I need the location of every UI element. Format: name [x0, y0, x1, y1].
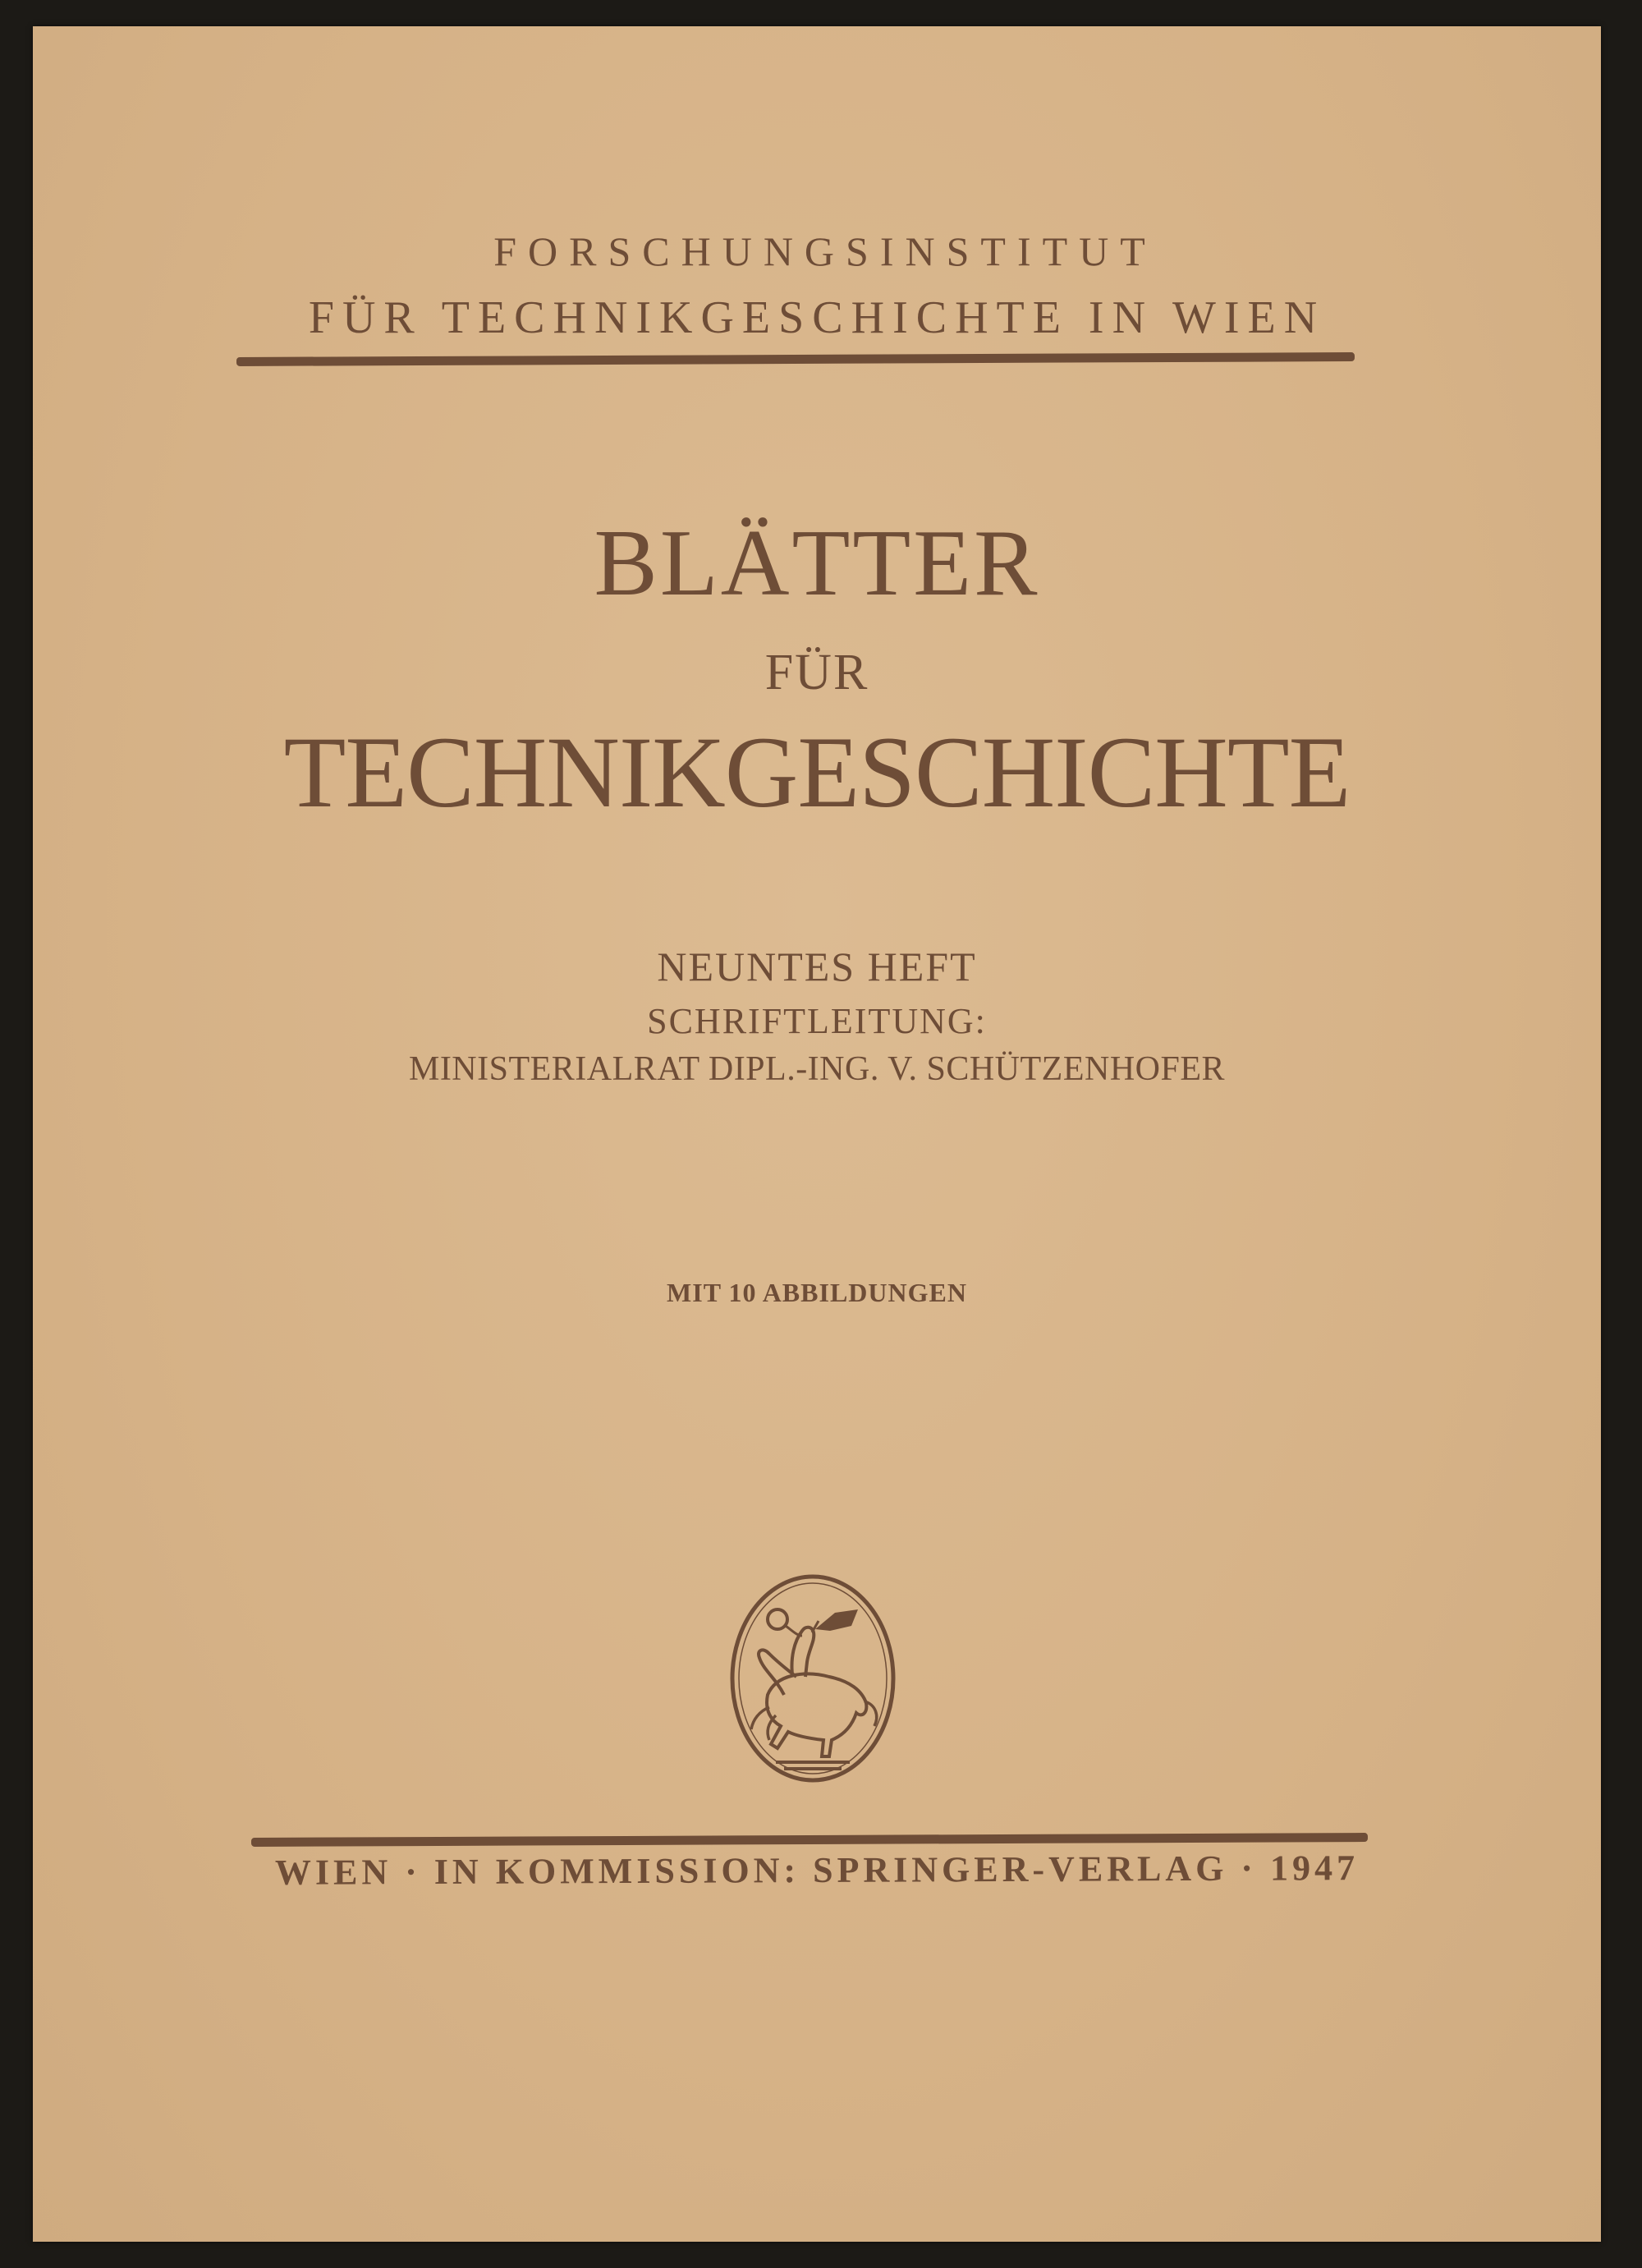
springer-rider-emblem-icon — [727, 1572, 899, 1785]
editorship-label: SCHRIFTLEITUNG: — [647, 1001, 987, 1041]
book-cover — [33, 26, 1601, 2242]
institute-name-line2: FÜR TECHNIKGESCHICHTE IN WIEN — [308, 292, 1326, 343]
issue-label: NEUNTES HEFT — [657, 943, 977, 989]
top-divider — [236, 352, 1355, 366]
bottom-divider — [251, 1833, 1368, 1847]
editor-name: MINISTERIALRAT DIPL.-ING. V. SCHÜTZENHOFER — [408, 1050, 1226, 1088]
title-line3: TECHNIKGESCHICHTE — [283, 716, 1351, 829]
illustrations-note: MIT 10 ABBILDUNGEN — [667, 1278, 967, 1307]
institute-name-line1: FORSCHUNGSINSTITUT — [493, 228, 1157, 274]
title-line1: BLÄTTER — [594, 511, 1040, 616]
publisher-imprint: WIEN · IN KOMMISSION: SPRINGER-VERLAG · 1947 — [274, 1848, 1360, 1893]
title-line2: FÜR — [764, 645, 869, 700]
